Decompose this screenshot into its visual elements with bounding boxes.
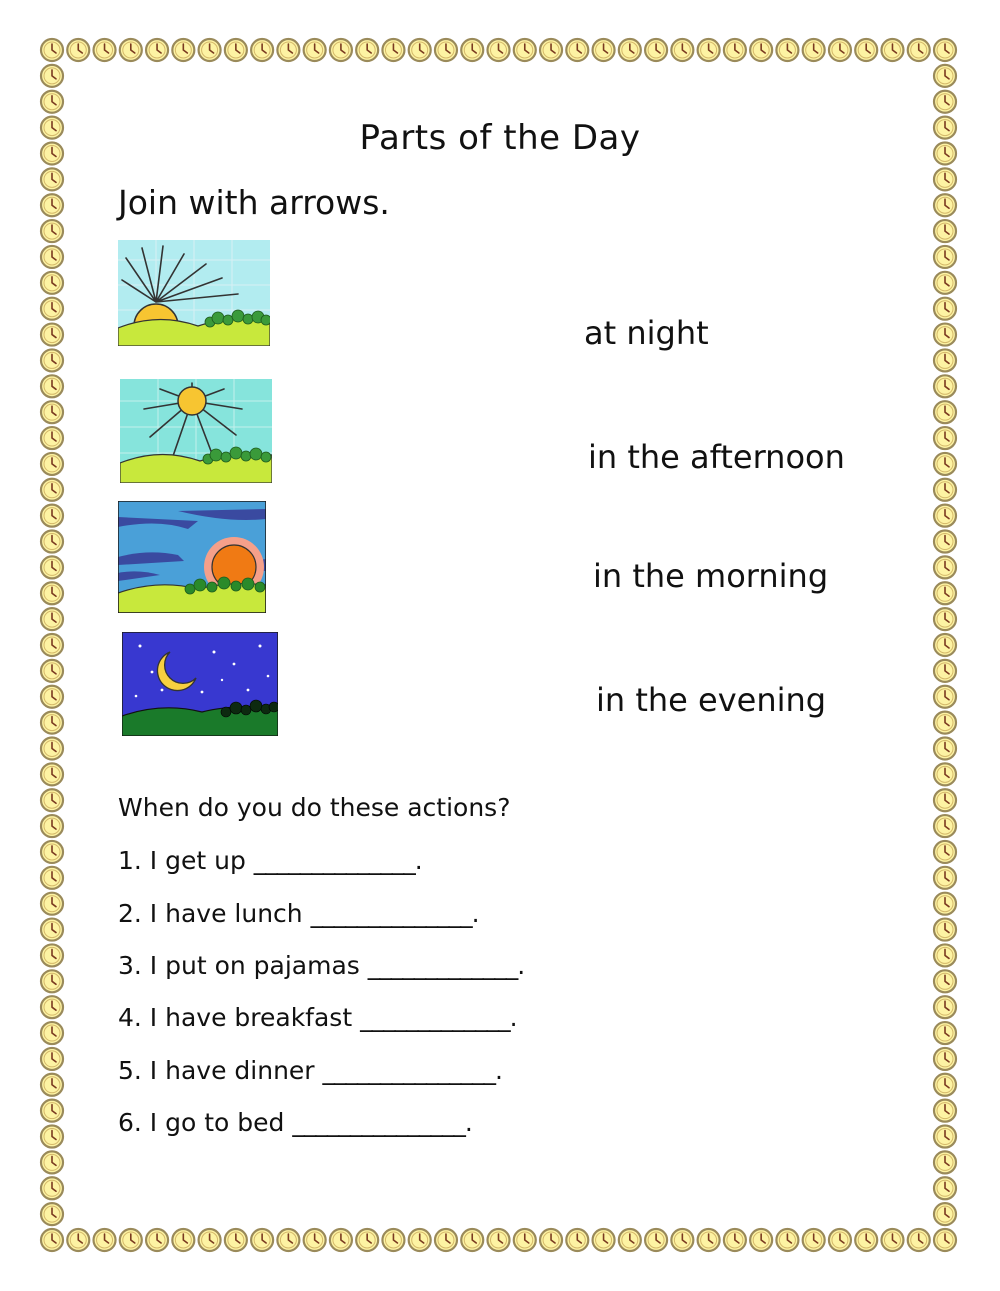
clock-icon [251, 39, 273, 61]
clock-icon [934, 893, 956, 915]
clock-icon [698, 1229, 720, 1251]
sunrise-icon [118, 240, 270, 346]
clock-icon [776, 39, 798, 61]
clock-icon [934, 39, 956, 61]
clock-icon [41, 944, 63, 966]
clock-icon [645, 39, 667, 61]
clock-icon [382, 1229, 404, 1251]
clock-icon [41, 375, 63, 397]
clock-icon [41, 427, 63, 449]
clock-icon [304, 1229, 326, 1251]
clock-icon [934, 65, 956, 87]
clock-icon [41, 168, 63, 190]
clock-icon [934, 556, 956, 578]
clock-icon [41, 737, 63, 759]
clock-icon [41, 789, 63, 811]
clock-icon [435, 1229, 457, 1251]
clock-icon [934, 194, 956, 216]
clock-icon [41, 349, 63, 371]
clock-icon [645, 1229, 667, 1251]
clock-icon [934, 168, 956, 190]
clock-icon [409, 39, 431, 61]
clock-icon [934, 919, 956, 941]
clock-icon [41, 1022, 63, 1044]
clock-icon [934, 375, 956, 397]
clock-icon [698, 39, 720, 61]
clock-icon [41, 841, 63, 863]
clock-icon [934, 815, 956, 837]
clock-icon [41, 815, 63, 837]
clock-icon [277, 39, 299, 61]
clock-icon [934, 1203, 956, 1225]
clock-icon [41, 220, 63, 242]
clock-icon [172, 39, 194, 61]
clock-icon [41, 453, 63, 475]
clock-icon [41, 1048, 63, 1070]
clock-icon [41, 298, 63, 320]
action-item: 2. I have lunch ______________. [118, 899, 480, 928]
clock-icon [934, 1074, 956, 1096]
clock-icon [41, 634, 63, 656]
clock-icon [330, 39, 352, 61]
sunset-picture [118, 501, 266, 613]
phrase-at-night: at night [584, 314, 709, 352]
phrase-in-the-afternoon: in the afternoon [588, 438, 845, 476]
clock-icon [593, 39, 615, 61]
clock-icon [934, 867, 956, 889]
clock-icon [488, 1229, 510, 1251]
clock-icon [41, 1151, 63, 1173]
noon-picture [120, 379, 272, 483]
clock-icon [724, 39, 746, 61]
clock-icon [67, 1229, 89, 1251]
clock-icon [934, 1100, 956, 1122]
clock-icon [41, 608, 63, 630]
clock-icon [803, 39, 825, 61]
clock-icon [67, 39, 89, 61]
clock-icon [41, 996, 63, 1018]
question-heading: When do you do these actions? [118, 793, 511, 822]
clock-icon [41, 867, 63, 889]
clock-icon [435, 39, 457, 61]
clock-icon [514, 39, 536, 61]
clock-icon [934, 479, 956, 501]
clock-icon [934, 349, 956, 371]
clock-icon [41, 582, 63, 604]
clock-icon [540, 1229, 562, 1251]
clock-icon [41, 505, 63, 527]
clock-icon [461, 1229, 483, 1251]
clock-icon [225, 1229, 247, 1251]
clock-icon [934, 1048, 956, 1070]
clock-icon [908, 1229, 930, 1251]
phrase-in-the-morning: in the morning [593, 557, 829, 595]
answer-blank[interactable]: _______________ [322, 1056, 496, 1085]
clock-icon [566, 1229, 588, 1251]
clock-icon [41, 556, 63, 578]
clock-icon [855, 1229, 877, 1251]
clock-icon [855, 39, 877, 61]
clock-icon [41, 531, 63, 553]
night-picture [122, 632, 278, 736]
clock-icon [41, 1074, 63, 1096]
clock-icon [41, 194, 63, 216]
clock-icon [776, 1229, 798, 1251]
clock-icon [934, 660, 956, 682]
clock-icon [593, 1229, 615, 1251]
clock-icon [41, 712, 63, 734]
clock-icon [461, 39, 483, 61]
phrase-in-the-evening: in the evening [596, 681, 827, 719]
clock-icon [566, 39, 588, 61]
answer-blank[interactable]: _____________ [367, 951, 518, 980]
clock-icon [934, 996, 956, 1018]
clock-icon [934, 789, 956, 811]
clock-icon [41, 1126, 63, 1148]
clock-icon [41, 1177, 63, 1199]
clock-icon [304, 39, 326, 61]
clock-icon [41, 272, 63, 294]
sunset-icon [118, 501, 266, 613]
clock-icon [41, 401, 63, 423]
clock-icon [724, 1229, 746, 1251]
clock-icon [671, 39, 693, 61]
clock-icon [881, 1229, 903, 1251]
action-item: 5. I have dinner _______________. [118, 1056, 503, 1085]
clock-icon [409, 1229, 431, 1251]
clock-icon [251, 1229, 273, 1251]
clock-icon [146, 1229, 168, 1251]
clock-icon [934, 1177, 956, 1199]
clock-icon [934, 1151, 956, 1173]
clock-icon [803, 1229, 825, 1251]
clock-icon [41, 479, 63, 501]
clock-icon [41, 686, 63, 708]
clock-icon [934, 1229, 956, 1251]
clock-icon [41, 1100, 63, 1122]
clock-icon [750, 1229, 772, 1251]
clock-icon [619, 1229, 641, 1251]
clock-icon [514, 1229, 536, 1251]
clock-icon [488, 39, 510, 61]
clock-icon [934, 763, 956, 785]
clock-icon [41, 763, 63, 785]
clock-icon [881, 39, 903, 61]
clock-icon [934, 686, 956, 708]
clock-icon [934, 298, 956, 320]
clock-icon [934, 220, 956, 242]
clock-icon [225, 39, 247, 61]
clock-icon [277, 1229, 299, 1251]
clock-icon [934, 737, 956, 759]
clock-icon [41, 246, 63, 268]
action-item: 6. I go to bed _______________. [118, 1108, 473, 1137]
action-item: 3. I put on pajamas _____________. [118, 951, 526, 980]
action-item: 4. I have breakfast _____________. [118, 1003, 518, 1032]
clock-icon [934, 453, 956, 475]
clock-icon [908, 39, 930, 61]
clock-icon [41, 39, 63, 61]
clock-icon [934, 531, 956, 553]
clock-icon [41, 970, 63, 992]
instruction: Join with arrows. [118, 183, 390, 222]
action-item: 1. I get up ______________. [118, 846, 423, 875]
clock-icon [934, 841, 956, 863]
clock-icon [934, 427, 956, 449]
page-title: Parts of the Day [359, 118, 641, 158]
clock-icon [934, 634, 956, 656]
clock-icon [172, 1229, 194, 1251]
clock-icon [41, 660, 63, 682]
answer-blank[interactable]: ______________ [310, 899, 472, 928]
clock-icon [934, 1126, 956, 1148]
clock-icon [120, 1229, 142, 1251]
clock-icon [199, 1229, 221, 1251]
answer-blank[interactable]: ______________ [253, 846, 415, 875]
clock-icon [540, 39, 562, 61]
answer-blank[interactable]: _____________ [360, 1003, 510, 1032]
clock-icon [199, 39, 221, 61]
clock-icon [41, 65, 63, 87]
clock-icon [934, 324, 956, 346]
clock-icon [934, 1022, 956, 1044]
clock-icon [934, 712, 956, 734]
clock-icon [146, 39, 168, 61]
clock-icon [94, 39, 116, 61]
clock-icon [41, 1203, 63, 1225]
clock-icon [829, 1229, 851, 1251]
clock-icon [330, 1229, 352, 1251]
clock-icon [934, 608, 956, 630]
clock-icon [41, 324, 63, 346]
clock-icon [934, 246, 956, 268]
clock-icon [619, 39, 641, 61]
night-moon-icon [122, 632, 278, 736]
clock-icon [750, 39, 772, 61]
clock-icon [934, 582, 956, 604]
clock-icon [41, 91, 63, 113]
clock-icon [94, 1229, 116, 1251]
clock-icon [382, 39, 404, 61]
clock-icon [41, 893, 63, 915]
clock-icon [934, 970, 956, 992]
clock-icon [934, 272, 956, 294]
clock-icon [671, 1229, 693, 1251]
clock-icon [934, 944, 956, 966]
clock-icon [934, 505, 956, 527]
noon-sun-icon [120, 379, 272, 483]
clock-icon [41, 1229, 63, 1251]
clock-icon [120, 39, 142, 61]
answer-blank[interactable]: _______________ [292, 1108, 465, 1137]
clock-icon [41, 919, 63, 941]
clock-icon [934, 401, 956, 423]
clock-icon [829, 39, 851, 61]
clock-icon [356, 1229, 378, 1251]
sunrise-picture [118, 240, 270, 346]
clock-icon [356, 39, 378, 61]
clock-icon [934, 91, 956, 113]
